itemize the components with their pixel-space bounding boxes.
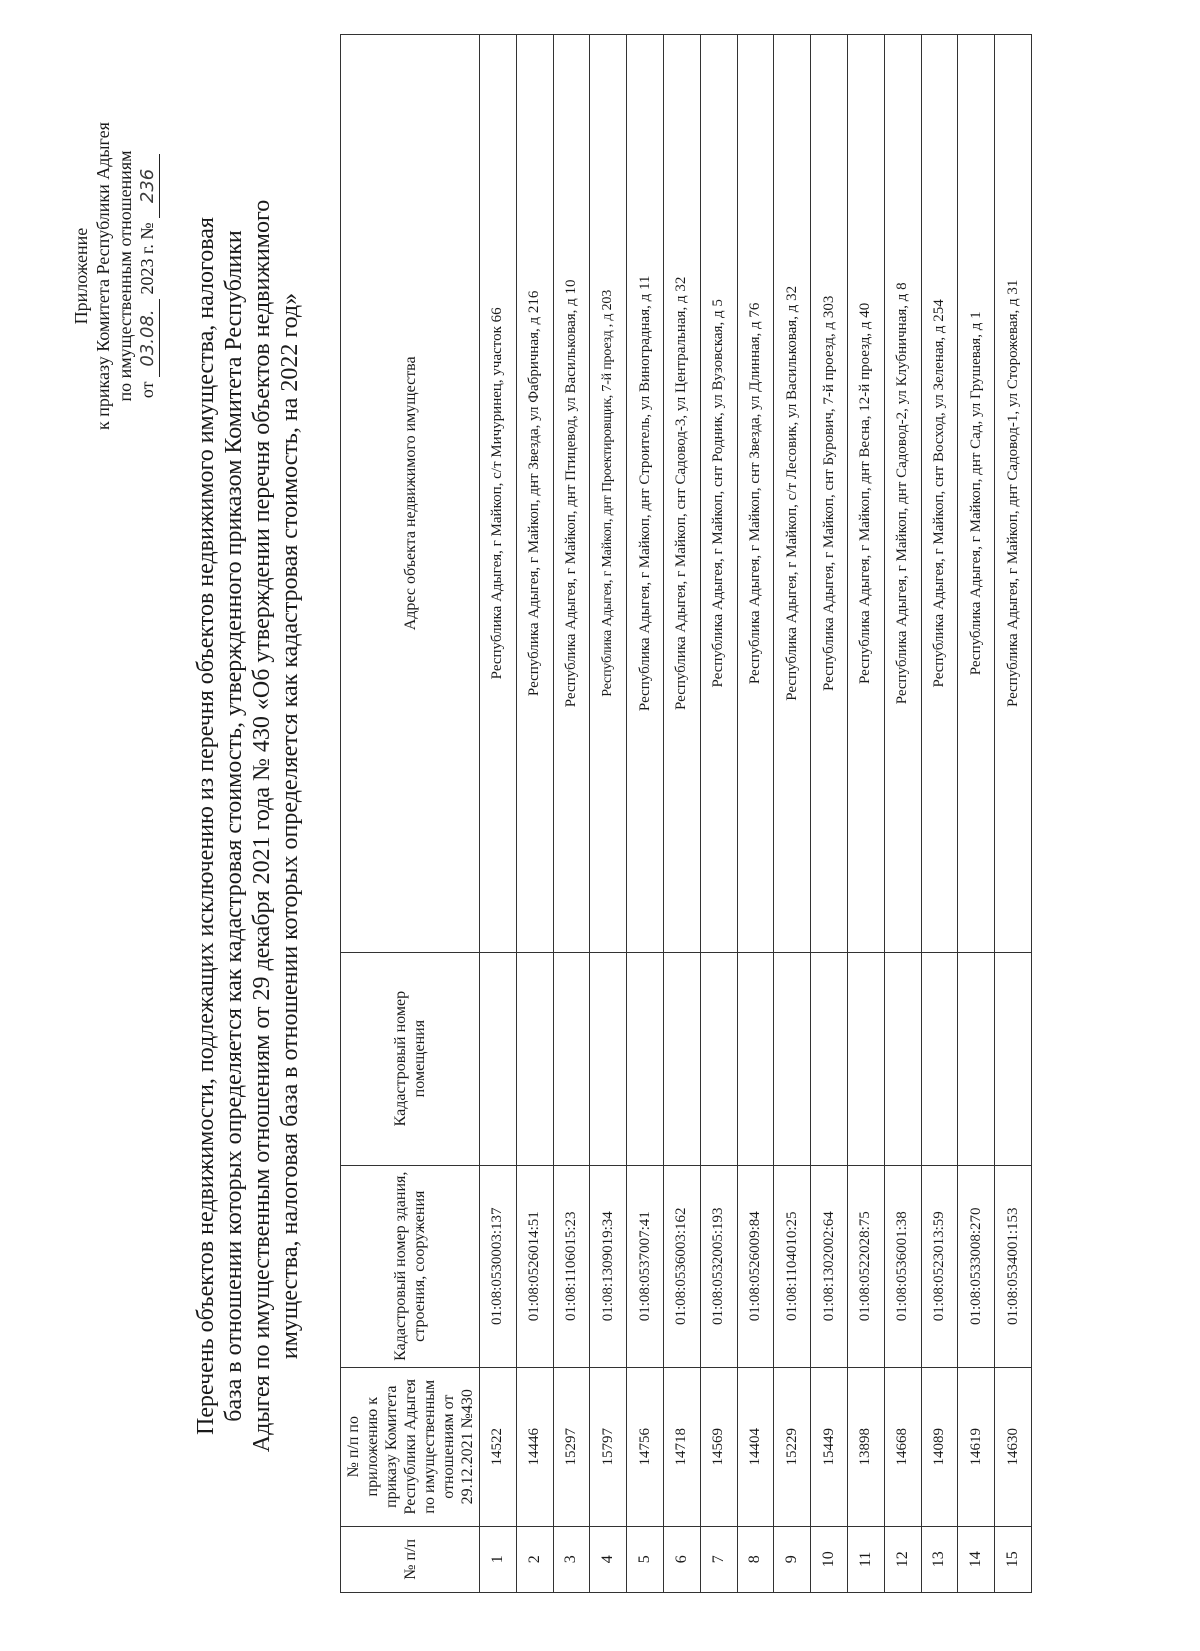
building-cadastral-number: 01:08:0526009:84	[737, 1165, 774, 1367]
premise-cadastral-number	[553, 952, 590, 1165]
property-address: Республика Адыгея, г Майкоп, с/т Мичуринец, участок 66	[480, 35, 517, 953]
property-address: Республика Адыгея, г Майкоп, днт Весна, 12-й проезд, д 40	[847, 35, 884, 953]
premise-cadastral-number	[774, 952, 811, 1165]
property-table	[340, 34, 1032, 1593]
appendix-ref: 14522	[480, 1367, 517, 1526]
appendix-ref: 15229	[774, 1367, 811, 1526]
premise-cadastral-number	[995, 952, 1032, 1165]
appendix-ref: 14756	[627, 1367, 664, 1526]
row-number: 4	[590, 1526, 627, 1592]
table-row	[516, 35, 553, 1593]
appendix-ref: 14404	[737, 1367, 774, 1526]
date-prefix: от	[137, 381, 157, 399]
table-row	[737, 35, 774, 1593]
property-address: Республика Адыгея, г Майкоп, днт Садовод-2, ул Клубничная, д 8	[884, 35, 921, 953]
table-body	[480, 35, 1032, 1593]
premise-cadastral-number	[737, 952, 774, 1165]
appendix-block	[70, 61, 160, 491]
premise-cadastral-number	[627, 952, 664, 1165]
premise-cadastral-number	[958, 952, 995, 1165]
appendix-ref: 14446	[516, 1367, 553, 1526]
building-cadastral-number: 01:08:1309019:34	[590, 1165, 627, 1367]
appendix-order-line: к приказу Комитета Республики Адыгея	[93, 122, 113, 430]
row-number: 10	[811, 1526, 848, 1592]
building-cadastral-number: 01:08:1106015:23	[553, 1165, 590, 1367]
handwritten-date: 03.08.	[137, 299, 160, 377]
row-number: 6	[663, 1526, 700, 1592]
property-address: Республика Адыгея, г Майкоп, с/т Лесовик, ул Васильковая, д 32	[774, 35, 811, 953]
property-address: Республика Адыгея, г Майкоп, снт Восход, ул Зеленая, д 254	[921, 35, 958, 953]
building-cadastral-number: 01:08:0526014:51	[516, 1165, 553, 1367]
row-number: 8	[737, 1526, 774, 1592]
table-row	[958, 35, 995, 1593]
appendix-committee-line: по имущественным отношениям	[115, 150, 135, 402]
table-row	[847, 35, 884, 1593]
property-address: Республика Адыгея, г Майкоп, снт Бурович, 7-й проезд, д 303	[811, 35, 848, 953]
appendix-ref: 14569	[700, 1367, 737, 1526]
table-row	[995, 35, 1032, 1593]
premise-cadastral-number	[700, 952, 737, 1165]
building-cadastral-number: 01:08:0534001:153	[995, 1165, 1032, 1367]
row-number: 1	[480, 1526, 517, 1592]
property-address: Республика Адыгея, г Майкоп, снт Звезда, ул Длинная, д 76	[737, 35, 774, 953]
row-number: 12	[884, 1526, 921, 1592]
header-row-number: № п/п	[341, 1526, 480, 1592]
building-cadastral-number: 01:08:0530003:137	[480, 1165, 517, 1367]
property-address: Республика Адыгея, г Майкоп, днт Проектировщик, 7-й проезд , д 203	[590, 35, 627, 953]
header-address: Адрес объекта недвижимого имущества	[341, 35, 480, 953]
table-header-row	[341, 35, 480, 1593]
appendix-ref: 14619	[958, 1367, 995, 1526]
appendix-ref: 14718	[663, 1367, 700, 1526]
header-premise-cadastral: Кадастровый номер помещения	[341, 952, 480, 1165]
premise-cadastral-number	[921, 952, 958, 1165]
year-text: 2023 г. №	[137, 222, 157, 295]
row-number: 15	[995, 1526, 1032, 1592]
property-address: Республика Адыгея, г Майкоп, днт Звезда, ул Фабричная, д 216	[516, 35, 553, 953]
premise-cadastral-number	[480, 952, 517, 1165]
row-number: 13	[921, 1526, 958, 1592]
building-cadastral-number: 01:08:0522028:75	[847, 1165, 884, 1367]
property-address: Республика Адыгея, г Майкоп, снт Садовод-3, ул Центральная, д 32	[663, 35, 700, 953]
table-row	[811, 35, 848, 1593]
appendix-ref: 15797	[590, 1367, 627, 1526]
table-row	[590, 35, 627, 1593]
appendix-ref: 15449	[811, 1367, 848, 1526]
row-number: 11	[847, 1526, 884, 1592]
premise-cadastral-number	[516, 952, 553, 1165]
appendix-title: Приложение	[71, 227, 91, 325]
building-cadastral-number: 01:08:0537007:41	[627, 1165, 664, 1367]
premise-cadastral-number	[811, 952, 848, 1165]
header-appendix-ref: № п/п по приложению к приказу Комитета Республики Адыгея по имущественным отношениям от 29.12.2021 №430	[341, 1367, 480, 1526]
heading-line: Перечень объектов недвижимости, подлежащих исключению из перечня объектов недвижимого имущества, налоговая	[193, 217, 219, 1435]
table-row	[627, 35, 664, 1593]
table-row	[921, 35, 958, 1593]
table-row	[553, 35, 590, 1593]
appendix-ref: 15297	[553, 1367, 590, 1526]
premise-cadastral-number	[884, 952, 921, 1165]
heading-line: база в отношении которых определяется как кадастровая стоимость, утвержденного приказом Комитета Республики	[221, 230, 247, 1422]
premise-cadastral-number	[847, 952, 884, 1165]
table-row	[700, 35, 737, 1593]
building-cadastral-number: 01:08:0536001:38	[884, 1165, 921, 1367]
appendix-date-line	[136, 61, 160, 491]
premise-cadastral-number	[590, 952, 627, 1165]
table-row	[663, 35, 700, 1593]
row-number: 2	[516, 1526, 553, 1592]
building-cadastral-number: 01:08:0523013:59	[921, 1165, 958, 1367]
heading-line: Адыгея по имущественным отношениям от 29 декабря 2021 года № 430 «Об утверждении перечня объектов недвижимого	[249, 199, 275, 1453]
premise-cadastral-number	[663, 952, 700, 1165]
building-cadastral-number: 01:08:1302002:64	[811, 1165, 848, 1367]
row-number: 7	[700, 1526, 737, 1592]
property-address: Республика Адыгея, г Майкоп, днт Сад, ул Грушевая, д 1	[958, 35, 995, 953]
table-row	[480, 35, 517, 1593]
document-heading	[192, 111, 304, 1541]
heading-line: имущества, налоговая база в отношении которых определяется как кадастровая стоимость, на 2022 год»	[277, 292, 303, 1360]
row-number: 14	[958, 1526, 995, 1592]
handwritten-order-number: 236	[137, 154, 160, 218]
table-row	[884, 35, 921, 1593]
property-address: Республика Адыгея, г Майкоп, днт Садовод-1, ул Сторожевая, д 31	[995, 35, 1032, 953]
row-number: 9	[774, 1526, 811, 1592]
building-cadastral-number: 01:08:0532005:193	[700, 1165, 737, 1367]
row-number: 5	[627, 1526, 664, 1592]
row-number: 3	[553, 1526, 590, 1592]
property-address: Республика Адыгея, г Майкоп, днт Птицевод, ул Васильковая, д 10	[553, 35, 590, 953]
building-cadastral-number: 01:08:1104010:25	[774, 1165, 811, 1367]
building-cadastral-number: 01:08:0533008:270	[958, 1165, 995, 1367]
header-building-cadastral: Кадастровый номер здания, строения, сооружения	[341, 1165, 480, 1367]
appendix-ref: 14668	[884, 1367, 921, 1526]
property-address: Республика Адыгея, г Майкоп, днт Строитель, ул Виноградная, д 11	[627, 35, 664, 953]
appendix-ref: 14630	[995, 1367, 1032, 1526]
appendix-ref: 13898	[847, 1367, 884, 1526]
appendix-ref: 14089	[921, 1367, 958, 1526]
building-cadastral-number: 01:08:0536003:162	[663, 1165, 700, 1367]
property-address: Республика Адыгея, г Майкоп, снт Родник, ул Вузовская, д 5	[700, 35, 737, 953]
table-row	[774, 35, 811, 1593]
